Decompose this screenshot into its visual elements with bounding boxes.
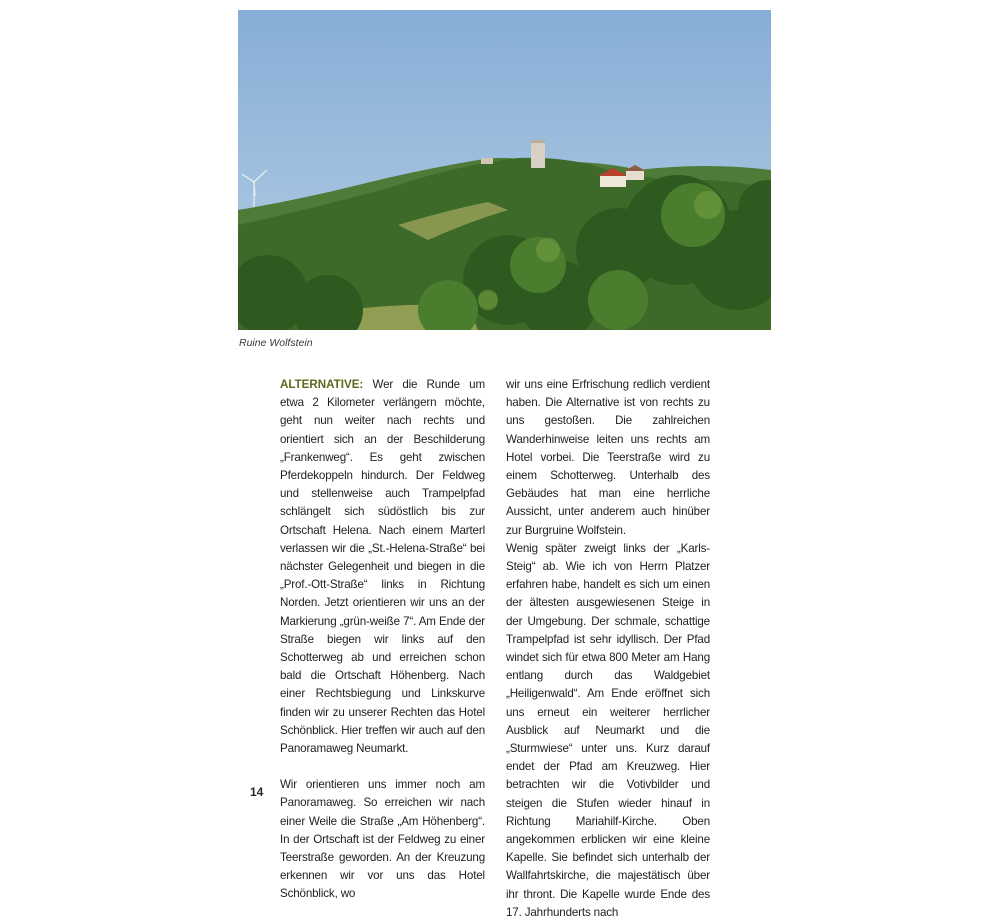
text-column-left [280,376,485,904]
paragraph-text: Wer die Runde um etwa 2 Kilometer verlängern möchte, geht nun weiter nach rechts und orientiert sich an der Beschilderung „Frankenweg“. Es geht zwischen Pferdekoppeln hindurch. Der Feldweg und stellenweise auch Trampelpfad schlängelt sich südöstlich bis zur Ortschaft Helena. Nach einem Marterl verlassen wir die „St.-Helena-Straße“ bei nächster Gelegenheit und biegen in die „Prof.-Ott-Straße“ links in Richtung Norden. Jetzt orientieren wir uns an der Markierung „grün-weiße 7“. Am Ende der Straße biegen wir links auf den Schotterweg ab und erreichen schon bald die Ortschaft Höhenberg. Nach einer Rechtsbiegung und Linkskurve finden wir zu unserer Rechten das Hotel Schönblick. Hier treffen wir auch auf den Panoramaweg Neumarkt. [280,378,485,756]
landscape-image [238,10,771,330]
section-kicker: ALTERNATIVE: [280,378,364,391]
paragraph: Wenig später zweigt links der „Karls-Steig“ ab. Wie ich von Herrn Platzer erfahren habe, handelt es sich um einen der ältesten ausgewiesenen Steige in der Umgebung. Der schmale, schattige Trampelpfad ist sehr idyllisch. Der Pfad windet sich für etwa 800 Meter am Hang entlang durch das Waldgebiet „Heiligenwald“. Am Ende eröffnet sich uns erneut ein weiterer herrlicher Ausblick auf Neumarkt und die „Sturmwiese“ unter uns. Kurz darauf endet der Pfad am Kreuzweg. Hier betrachten wir die Votivbilder und steigen die Stufen wieder hinauf in Richtung Mariahilf-Kirche. Oben angekommen erblicken wir eine kleine Kapelle. Sie befindet sich unterhalb der Wallfahrtskirche, die majestätisch über ihr thront. Die Kapelle wurde Ende des 17. Jahrhunderts nach [506,541,710,919]
text-column-right [506,376,710,922]
photo-caption: Ruine Wolfstein [239,337,313,349]
page-number: 14 [250,785,264,799]
photo-ruine-wolfstein [238,10,771,330]
paragraph: Wir orientieren uns immer noch am Panoramaweg. So erreichen wir nach einer Weile die Straße „Am Höhenberg“. In der Ortschaft ist der Feldweg zu einer Teerstraße geworden. An der Kreuzung erkennen wir vor uns das Hotel Schönblick, wo [280,778,485,901]
paragraph [280,376,485,758]
paragraph: wir uns eine Erfrischung redlich verdient haben. Die Alternative ist von rechts zu uns gestoßen. Die zahlreichen Wanderhinweise leiten uns rechts am Hotel vorbei. Die Teerstraße wird zu einem Schotterweg. Unterhalb des Gebäudes hat man eine herrliche Aussicht, unter anderem auch hinüber zur Burgruine Wolfstein. [506,378,710,537]
